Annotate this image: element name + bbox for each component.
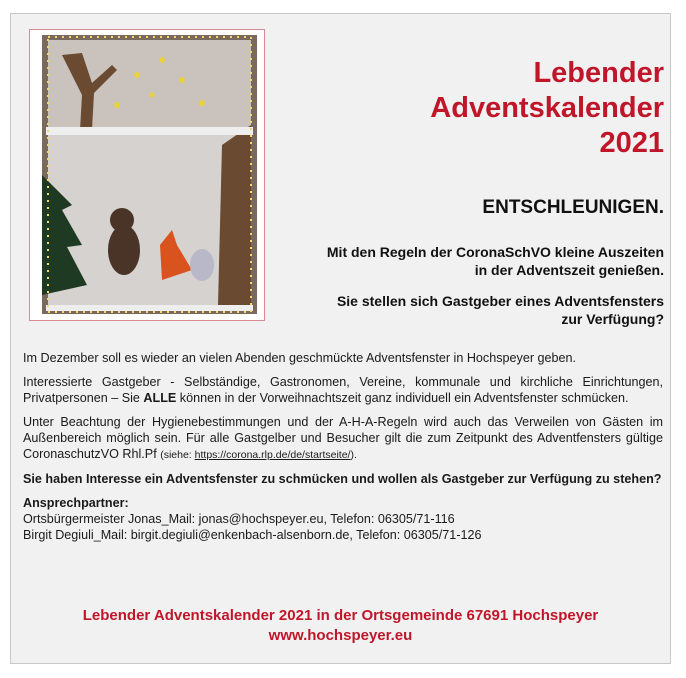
body-paragraph-2-start: Interessierte Gastgeber - Selbständige, Gastronomen, Vereine, kommunale und kirchliche Einrichtungen, Privatpersonen – Sie	[23, 375, 663, 405]
footer	[10, 606, 671, 646]
lead-paragraph-2: Sie stellen sich Gastgeber eines Adventsfensters zur Verfügung?	[336, 293, 664, 327]
contact-block	[23, 495, 663, 543]
body-paragraph-1: Im Dezember soll es wieder an vielen Abenden geschmückte Adventsfenster in Hochspeyer geben.	[23, 351, 577, 365]
body-paragraph-3-end: ).	[350, 449, 357, 461]
contact-heading: Ansprechpartner:	[23, 496, 129, 510]
body-paragraph-3	[23, 414, 663, 463]
slogan: ENTSCHLEUNIGEN.	[482, 197, 664, 218]
footer-line-1: Lebender Adventskalender 2021 in der Ortsgemeinde 67691 Hochspeyer	[82, 607, 599, 624]
corona-link[interactable]: https://corona.rlp.de/de/startseite/	[194, 449, 351, 461]
question-paragraph: Sie haben Interesse ein Adventsfenster zu schmücken und wollen als Gastgeber zur Verfügung zu stehen?	[23, 472, 662, 486]
advent-window-photo	[42, 35, 257, 314]
body-paragraph-2-emphasis: ALLE	[143, 391, 177, 405]
main-title	[364, 56, 664, 161]
contact-line-2: Birgit Degiuli_Mail: birgit.degiuli@enkenbach-alsenborn.de, Telefon: 06305/71-126	[23, 528, 482, 542]
body-paragraph-3-main: Unter Beachtung der Hygienebestimmungen und der A-H-A-Regeln wird auch das Verweilen von Gästen im Außenbereich möglich sein. Für alle Gastgelber und Besucher gilt die zum Zeitpunkt des Adventfensters gültige CoronaschutzVO Rhl.Pf	[23, 415, 663, 461]
contact-line-1: Ortsbürgermeister Jonas_Mail: jonas@hochspeyer.eu, Telefon: 06305/71-116	[23, 512, 455, 526]
title-line-3: 2021	[599, 127, 664, 159]
title-line-1: Lebender	[533, 57, 664, 89]
title-line-2: Adventskalender	[430, 92, 664, 124]
lead-paragraph-1: Mit den Regeln der CoronaSchVO kleine Auszeiten in der Adventszeit genießen.	[326, 244, 664, 278]
lead-text	[324, 243, 664, 341]
footer-website-link[interactable]: www.hochspeyer.eu	[268, 627, 413, 644]
body-text	[23, 350, 663, 543]
body-paragraph-2	[23, 374, 663, 406]
body-paragraph-3-see: (siehe:	[160, 449, 195, 461]
body-paragraph-2-end: können in der Vorweihnachtszeit ganz individuell ein Adventsfenster schmücken.	[176, 391, 629, 405]
